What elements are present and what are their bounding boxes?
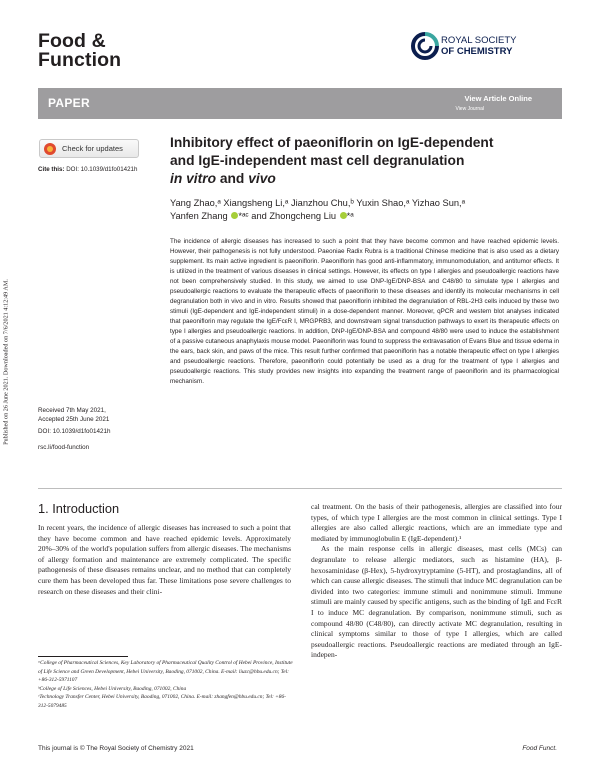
affiliation-c: ᶜTechnology Transfer Center, Hebei University, Baoding, 071002, China. E-mail: zhangfen@hbu.edu.cn; Tel: +86-312-5079485 bbox=[38, 694, 286, 709]
author-zhongcheng-liu-affil: *ᵃ bbox=[346, 211, 354, 221]
article-title bbox=[170, 134, 560, 188]
author-list bbox=[170, 197, 550, 223]
title-vivo: vivo bbox=[248, 171, 276, 186]
publication-stamp bbox=[0, 232, 12, 492]
intro-paragraph-2: As the main response cells in allergic diseases, mast cells (MCs) can degranulate to release allergic mediators, such as histamine (HA), β-hexosaminidase (β-Hex), 5-hydroxytryptamine (5-HT), and prostaglandins, all of which can cause allergic diseases. The stimuli that induce MC degranulation can be divided into two categories: immune stimuli and nonimmune stimuli. Immune stimuli are mainly caused by specific antigens, such as the binding of IgE and FcεR I to induce MC degranulation. By comparison, nonimmune stimuli, such as compound 48/80 (C48/80), can directly activate MC degranulation, resulting in clinical symptoms similar to those of type I allergies, which are called pseudoallergic reactions. Pseudoallergic reactions are mediated through an IgE-indepen- bbox=[311, 544, 562, 660]
intro-paragraph-1-continued: cal treatment. On the basis of their pathogenesis, allergies are classified into four types, of which type I allergies are the most common in clinical settings. Type I allergies are also called allergic reactions, which are an immediate type and mediated by immunoglobulin E (IgE-dependent).¹ bbox=[311, 502, 562, 543]
journal-title-line2: Function bbox=[38, 49, 122, 71]
body-column-right bbox=[311, 502, 562, 661]
footer-journal: Food Funct. bbox=[522, 745, 557, 752]
title-and: and bbox=[216, 171, 249, 186]
article-type-label: PAPER bbox=[48, 96, 90, 110]
orcid-icon[interactable] bbox=[340, 212, 347, 219]
cite-this bbox=[38, 166, 137, 173]
cite-this-doi: DOI: 10.1039/d1fo01421h bbox=[66, 166, 138, 173]
view-article-online-link[interactable]: View Article Online bbox=[464, 94, 532, 103]
author-yanfen-zhang-affil: *ᵃᶜ bbox=[238, 211, 249, 221]
footer-copyright: This journal is © The Royal Society of Chemistry 2021 bbox=[38, 745, 194, 752]
view-journal-link[interactable]: View Journal bbox=[455, 106, 484, 112]
author-line2 bbox=[170, 210, 550, 223]
divider bbox=[38, 488, 562, 489]
check-for-updates-label: Check for updates bbox=[62, 144, 123, 153]
accepted-date: Accepted 25th June 2021 bbox=[38, 416, 110, 423]
body-column-left bbox=[38, 523, 291, 597]
journal-link[interactable]: rsc.li/food-function bbox=[38, 444, 90, 451]
article-dates bbox=[38, 406, 109, 424]
author-zhongcheng-liu: and Zhongcheng Liu bbox=[248, 211, 337, 221]
section-heading-introduction: 1. Introduction bbox=[38, 501, 120, 516]
journal-title-line1: Food & bbox=[38, 30, 106, 52]
rsc-wordmark-line2: OF CHEMISTRY bbox=[441, 46, 513, 57]
affiliation-b: ᵇCollege of Life Sciences, Hebei University, Baoding, 071002, China bbox=[38, 685, 187, 692]
affiliations bbox=[38, 659, 293, 711]
crossmark-icon bbox=[44, 143, 56, 155]
article-title-line3 bbox=[170, 170, 560, 188]
cite-this-label: Cite this: bbox=[38, 166, 65, 173]
abstract: The incidence of allergic diseases has increased to such a point that they have become common and have reached epidemic levels. However, their pathogenesis is not fully understood. Paeoniae Radix Rubra is a traditional Chinese medicine that is also used as a dietary supplement. Its main active ingredient is paeoniflorin. Paeoniflorin has good anti-inflammatory, immunomodulation, and antitumor effects. It is utilized in the treatment of various diseases in clinical settings. However, its effects on type I allergies and pseudoallergic reactions have not been comprehensively studied. In this study, we aimed to use DNP-IgE/DNP-BSA and C48/80 to simulate type I allergies and pseudoallergic reactions to evaluate the therapeutic effects of paeoniflorin to these diseases and identify its molecular mechanisms in cell degranulation both in vivo and in vitro. Results showed that paeoniflorin inhibited the degranulation of RBL-2H3 cells induced by these two stimuli (IgE-dependent and IgE-independent stimuli) in a dose-dependent manner. Moreover, qPCR and western blot analyses indicated that paeoniflorin may regulate the IgE/FcεR I, MRGPRB3, and downstream signal transduction pathways to exert its therapeutic effects on type I allergies and pseudoallergic reactions. In addition, DNP-IgE/DNP-BSA and compound 48/80 were used to induce the establishment of a passive cutaneous anaphylaxis mouse model. Paeoniflorin was found to suppress the extravasation of Evans Blue and tissue edema in the ears, back skin, and paws of the mice. This result further confirmed that paeoniflorin has a notable therapeutic effect on type I allergies and pseudoallergic reactions. Therefore, paeoniflorin could potentially be used as a drug for the treatment of type I allergies and pseudoallergic reactions. This study provides new insights into expanding the treatment range of paeoniflorin and its pharmacological mechanism. bbox=[170, 238, 559, 386]
footnote-divider bbox=[38, 656, 128, 657]
publication-stamp-text: Published on 26 June 2021. Downloaded on 7/6/2021 4:12:49 AM. bbox=[2, 279, 10, 445]
journal-title bbox=[38, 32, 121, 70]
author-yanfen-zhang: Yanfen Zhang bbox=[170, 211, 228, 221]
affiliation-a: ᵃCollege of Pharmaceutical Sciences, Key Laboratory of Pharmaceutical Quality Control of Hebei Province, Institute of Life Science and Green Development, Hebei University, Baoding, 071002, China. E-mail: liuzc@hbu.edu.cn; Tel: +86-312-5971107 bbox=[38, 660, 293, 684]
rsc-logo bbox=[411, 32, 561, 62]
author-line1: Yang Zhao,ᵃ Xiangsheng Li,ᵃ Jianzhou Chu,ᵇ Yuxin Shao,ᵃ Yizhao Sun,ᵃ bbox=[170, 198, 466, 208]
rsc-wordmark bbox=[441, 35, 517, 57]
title-in-vitro: in vitro bbox=[170, 171, 216, 186]
rsc-emblem-icon bbox=[411, 32, 439, 60]
intro-paragraph-1: In recent years, the incidence of allergic diseases has increased to such a point that they have become common and have reached epidemic levels. Approximately 20%–30% of the world's population suffers from allergic diseases. The mechanisms of allergy formation and maintenance are extremely complicated. The specific pathogenesis of these diseases remains unclear, and no method that can completely cure them has been developed thus far. These limitations pose severe challenges to research on these diseases and their clini- bbox=[38, 523, 291, 596]
article-type-band bbox=[38, 88, 562, 119]
check-for-updates-button[interactable] bbox=[39, 139, 139, 158]
article-title-line1: Inhibitory effect of paeoniflorin on IgE-dependent bbox=[170, 135, 494, 150]
article-title-line2: and IgE-independent mast cell degranulation bbox=[170, 153, 465, 168]
rsc-wordmark-line1: ROYAL SOCIETY bbox=[441, 35, 517, 46]
article-doi[interactable]: DOI: 10.1039/d1fo01421h bbox=[38, 428, 111, 435]
received-date: Received 7th May 2021, bbox=[38, 407, 106, 414]
